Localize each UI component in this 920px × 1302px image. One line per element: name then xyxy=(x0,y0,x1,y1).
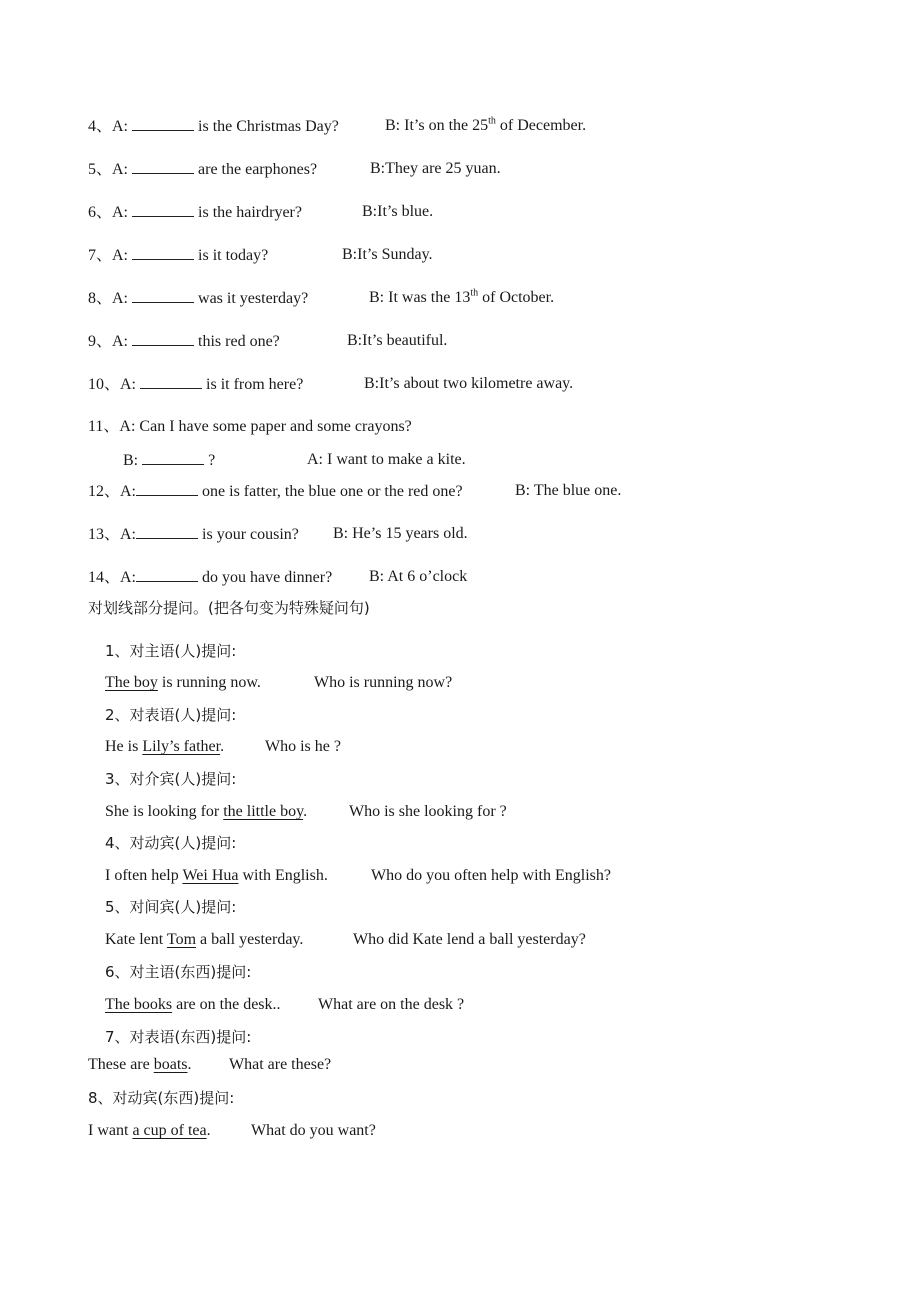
answer-8 xyxy=(369,288,554,308)
example-post: . xyxy=(303,803,308,820)
answer-14: B: At 6 o’clock xyxy=(369,568,468,585)
question-6 xyxy=(88,202,302,223)
rule-heading-6: 6、对主语(东西)提问: xyxy=(105,963,252,981)
example-post: . xyxy=(206,1122,211,1139)
answer-10: B:It’s about two kilometre away. xyxy=(364,375,574,392)
answer-6: B:It’s blue. xyxy=(362,203,434,220)
question-text: do you have dinner? xyxy=(202,569,333,586)
rule-answer-3: Who is she looking for ? xyxy=(349,803,507,820)
answer-blank xyxy=(136,481,198,496)
rule-answer-4: Who do you often help with English? xyxy=(371,867,611,884)
question-number: 8、A: xyxy=(88,290,129,307)
question-text: Can I have some paper and some crayons? xyxy=(139,418,412,435)
question-13 xyxy=(88,524,299,545)
example-pre: These are xyxy=(88,1056,154,1073)
answer-text: B: It’s on the 25 xyxy=(385,117,489,134)
answer-text-end: of October. xyxy=(478,289,555,306)
question-text: was it yesterday? xyxy=(198,290,309,307)
rule-answer-1: Who is running now? xyxy=(314,674,453,691)
answer-text: B: It was the 13 xyxy=(369,289,471,306)
example-post: a ball yesterday. xyxy=(196,931,304,948)
rule-heading-2: 2、对表语(人)提问: xyxy=(105,706,237,724)
question-text: is it from here? xyxy=(206,376,304,393)
question-11 xyxy=(88,417,412,437)
underlined-part: The boy xyxy=(105,674,158,691)
question-10 xyxy=(88,374,303,395)
answer-blank xyxy=(136,524,198,539)
example-pre: I often help xyxy=(105,867,183,884)
example-post: . xyxy=(220,738,225,755)
question-number: 13、A: xyxy=(88,526,137,543)
answer-9: B:It’s beautiful. xyxy=(347,332,448,349)
rule-heading-4: 4、对动宾(人)提问: xyxy=(105,834,237,852)
question-4 xyxy=(88,116,339,137)
question-text: one is fatter, the blue one or the red one? xyxy=(202,483,463,500)
example-pre: I want xyxy=(88,1122,133,1139)
underlined-part: The books xyxy=(105,996,173,1013)
answer-blank xyxy=(132,116,194,131)
underlined-part: Wei Hua xyxy=(182,867,239,884)
answer-13: B: He’s 15 years old. xyxy=(333,525,468,542)
answer-blank xyxy=(132,202,194,217)
question-7 xyxy=(88,245,268,266)
question-text: is the hairdryer? xyxy=(198,204,302,221)
question-5 xyxy=(88,159,317,180)
answer-5: B:They are 25 yuan. xyxy=(370,160,501,177)
question-8 xyxy=(88,288,308,309)
underlined-part: a cup of tea xyxy=(132,1122,207,1139)
rule-heading-5: 5、对间宾(人)提问: xyxy=(105,898,237,916)
question-text: is the Christmas Day? xyxy=(198,118,339,135)
section-title: 对划线部分提问。(把各句变为特殊疑问句) xyxy=(88,599,370,617)
rule-heading-7: 7、对表语(东西)提问: xyxy=(105,1028,252,1046)
rule-example-6 xyxy=(105,995,281,1015)
answer-11: A: I want to make a kite. xyxy=(307,451,466,468)
example-pre: She is looking for xyxy=(105,803,224,820)
answer-blank xyxy=(132,331,194,346)
question-text: are the earphones? xyxy=(198,161,318,178)
underlined-part: the little boy xyxy=(223,803,304,820)
rule-heading-3: 3、对介宾(人)提问: xyxy=(105,770,237,788)
rule-answer-5: Who did Kate lend a ball yesterday? xyxy=(353,931,586,948)
underlined-part: Tom xyxy=(166,931,197,948)
rule-answer-6: What are on the desk ? xyxy=(318,996,465,1013)
question-number: 6、A: xyxy=(88,204,129,221)
rule-example-4 xyxy=(105,866,328,886)
rule-answer-2: Who is he ? xyxy=(265,738,341,755)
underlined-part: boats xyxy=(153,1056,188,1073)
answer-7: B:It’s Sunday. xyxy=(342,246,433,263)
rule-heading-8: 8、对动宾(东西)提问: xyxy=(88,1089,235,1107)
answer-blank xyxy=(136,567,198,582)
answer-blank xyxy=(132,159,194,174)
question-11-b xyxy=(123,450,215,471)
ordinal-suffix: th xyxy=(488,115,496,127)
answer-blank xyxy=(132,288,194,303)
question-number: 9、A: xyxy=(88,333,129,350)
question-text: this red one? xyxy=(198,333,280,350)
example-post: . xyxy=(187,1056,192,1073)
question-number: 12、A: xyxy=(88,483,137,500)
example-post: is running now. xyxy=(157,674,261,691)
question-number: 14、A: xyxy=(88,569,137,586)
question-text: is it today? xyxy=(198,247,269,264)
answer-blank xyxy=(142,450,204,465)
question-number: 7、A: xyxy=(88,247,129,264)
example-post: are on the desk.. xyxy=(172,996,281,1013)
rule-example-3 xyxy=(105,802,307,822)
rule-example-8 xyxy=(88,1121,211,1141)
rule-example-7 xyxy=(88,1055,192,1075)
answer-blank xyxy=(132,245,194,260)
rule-example-1 xyxy=(105,673,261,693)
question-9 xyxy=(88,331,280,352)
underlined-part: Lily’s father xyxy=(142,738,221,755)
question-text: is your cousin? xyxy=(202,526,299,543)
question-number: 10、A: xyxy=(88,376,137,393)
question-mark: ? xyxy=(208,452,216,469)
question-14 xyxy=(88,567,332,588)
question-12 xyxy=(88,481,463,502)
rule-answer-8: What do you want? xyxy=(251,1122,376,1139)
question-number: 4、A: xyxy=(88,118,129,135)
example-pre: Kate lent xyxy=(105,931,167,948)
rule-example-2 xyxy=(105,737,224,757)
example-post: with English. xyxy=(238,867,328,884)
question-number: 11、A: xyxy=(88,418,136,435)
answer-12: B: The blue one. xyxy=(515,482,622,499)
answer-blank xyxy=(140,374,202,389)
rule-heading-1: 1、对主语(人)提问: xyxy=(105,642,237,660)
speaker-label: B: xyxy=(123,452,139,469)
ordinal-suffix: th xyxy=(470,287,479,299)
rule-example-5 xyxy=(105,930,303,950)
rule-answer-7: What are these? xyxy=(229,1056,332,1073)
answer-text-end: of December. xyxy=(495,117,587,134)
answer-4 xyxy=(385,116,586,136)
question-number: 5、A: xyxy=(88,161,129,178)
example-pre: He is xyxy=(105,738,143,755)
